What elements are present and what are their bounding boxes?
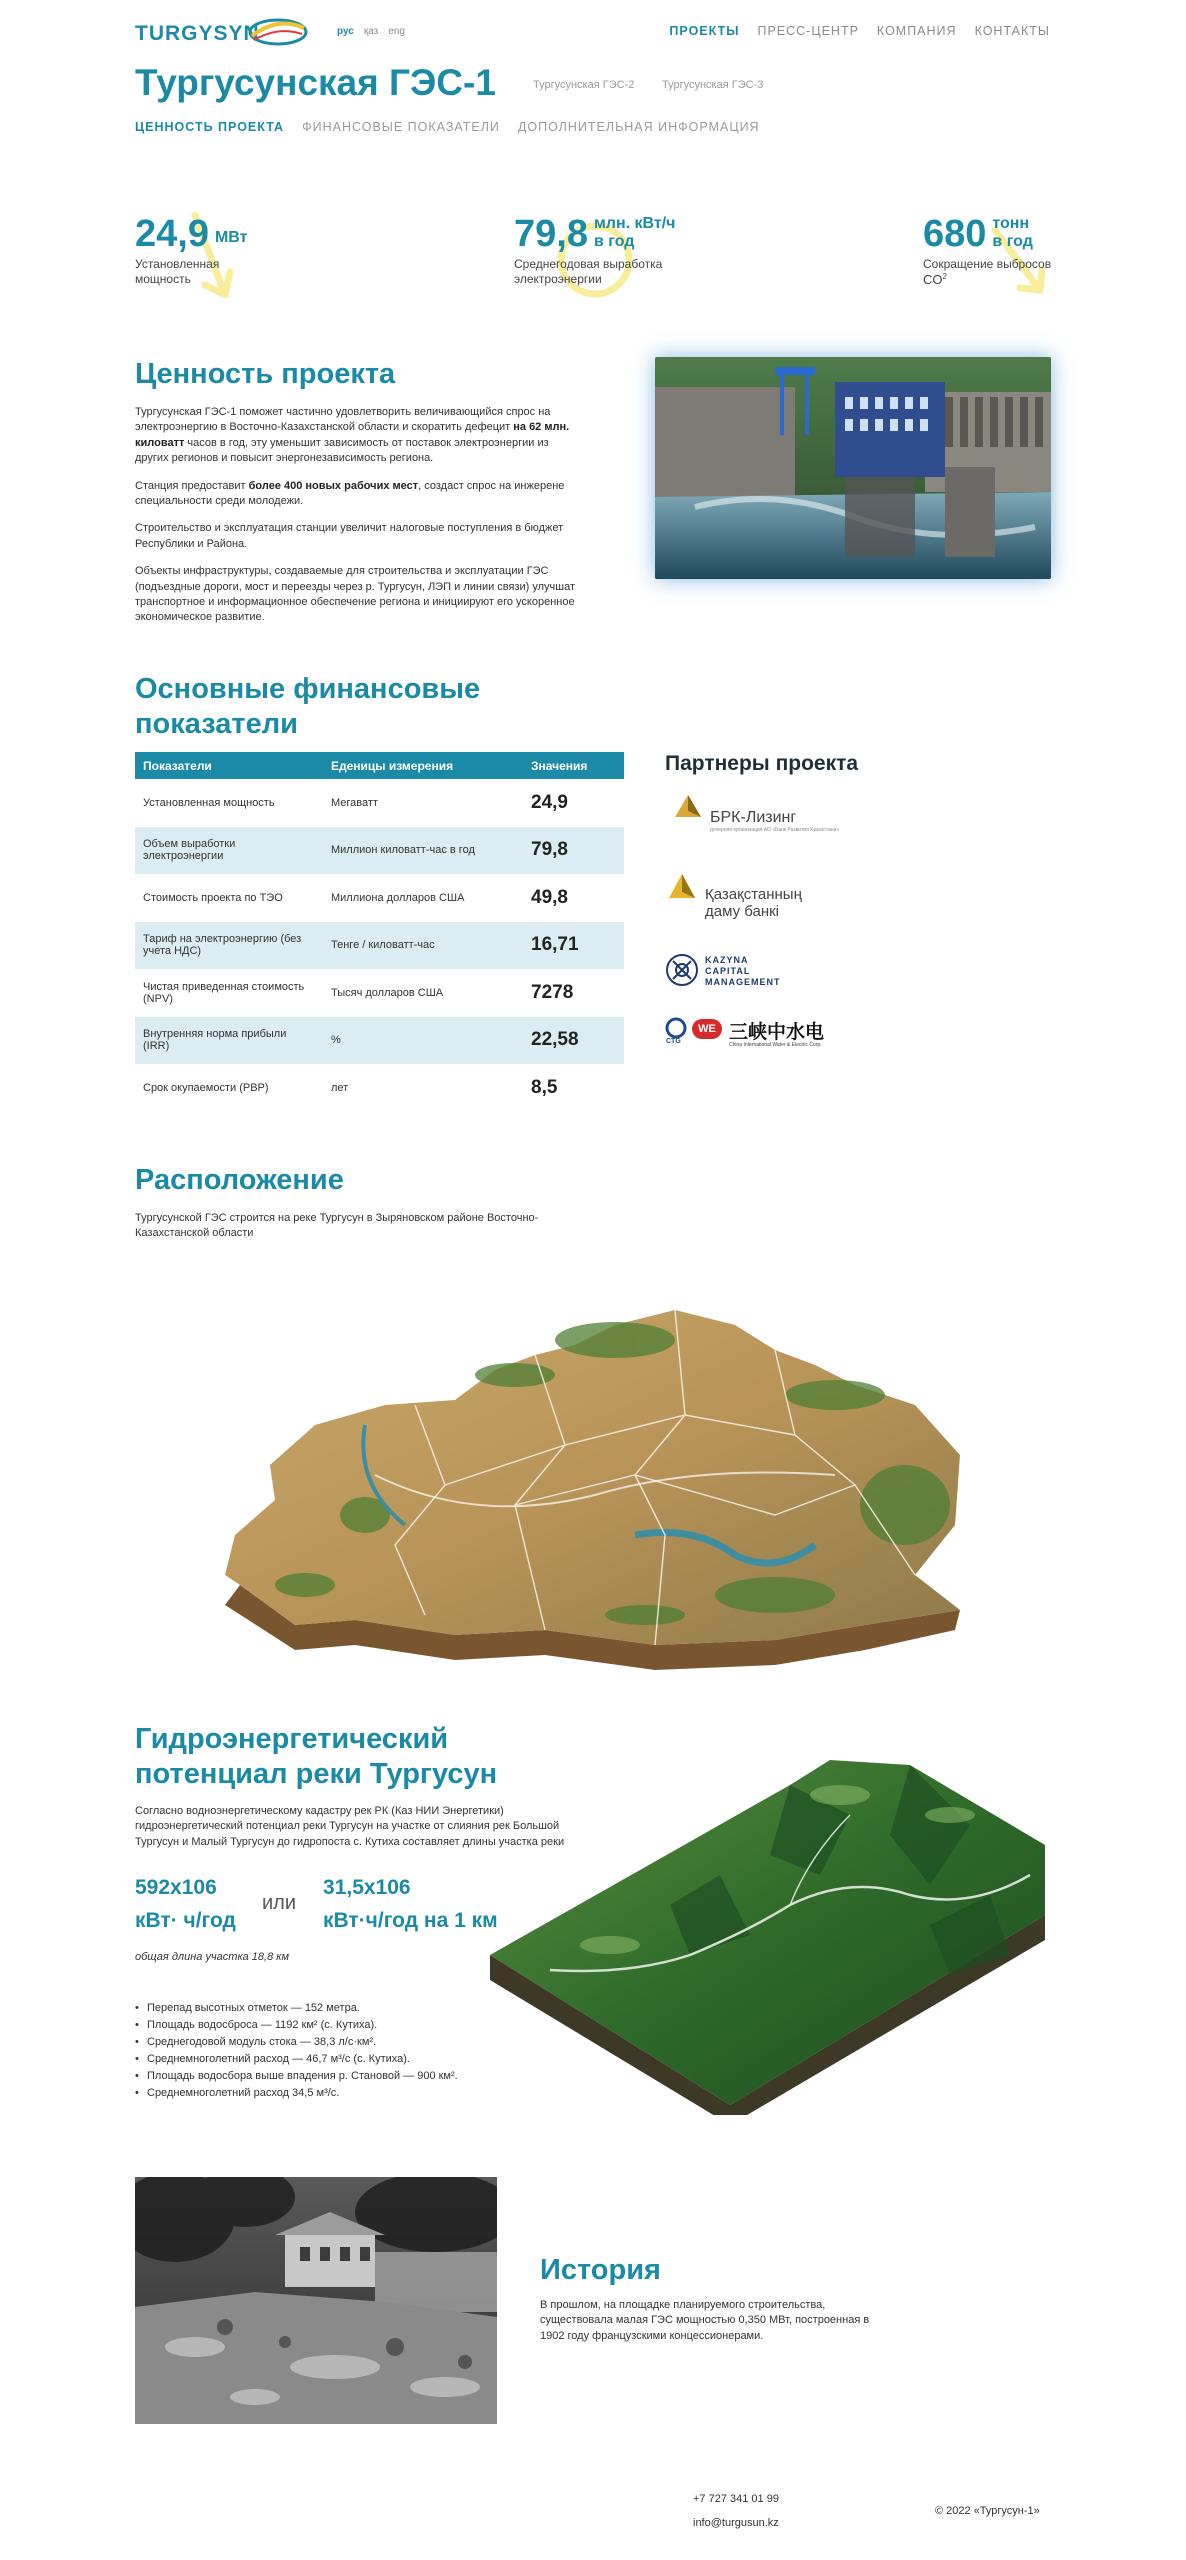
ctg-emblem-icon — [665, 1017, 687, 1039]
cell-value: 8,5 — [531, 1076, 558, 1098]
hydro-text: Согласно водноэнергетическому кадастру рек РК (Каз НИИ Энергетики) гидроэнергетический потенциал реки Тургусун на участке от слияния рек Большой Тургусун и Малый Тургусун до гидропоста с. Кутиха составляет длины участка реки — [135, 1805, 565, 1848]
cell-unit: лет — [331, 1081, 349, 1094]
stat-label: электроэнергии — [514, 272, 602, 286]
section-nav — [135, 120, 760, 134]
cell-value: 7278 — [531, 981, 574, 1003]
finance-title — [135, 672, 480, 742]
nav-press-center[interactable]: ПРЕСС-ЦЕНТР — [757, 24, 859, 38]
partner-name-line: Қазақстанның — [705, 886, 802, 903]
stat-generation — [514, 215, 675, 287]
cell-indicator: Стоимость проекта по ТЭО — [143, 891, 283, 904]
stat-label: CO — [923, 272, 943, 287]
location-title: Расположение — [135, 1164, 344, 1196]
cell-unit: Тысяч долларов США — [331, 986, 444, 999]
potential-value: 31,5x106 — [323, 1876, 411, 1899]
text: часов в год, эту уменьшит зависимость от поставок электроэнергии из других регионов и повысит энергонезависимость региона. — [135, 436, 549, 465]
we-badge: WE — [692, 1019, 722, 1039]
logo-emblem-icon — [240, 14, 310, 50]
value-title: Ценность проекта — [135, 358, 396, 390]
subnav-additional[interactable]: ДОПОЛНИТЕЛЬНАЯ ИНФОРМАЦИЯ — [517, 120, 760, 134]
stat-value: 24,9 — [135, 213, 209, 255]
subnav-value[interactable]: ЦЕННОСТЬ ПРОЕКТА — [135, 120, 285, 134]
cell-value: 49,8 — [531, 886, 568, 908]
cell-value: 22,58 — [523, 1017, 624, 1065]
nav-company[interactable]: КОМПАНИЯ — [876, 24, 957, 38]
text-bold: более 400 новых рабочих мест — [248, 479, 419, 492]
cell-value: 79,8 — [523, 827, 624, 875]
table-header-row — [135, 752, 624, 779]
list-item: • Среднемноголетний расход — 46,7 м³/с (с. Кутиха). — [135, 2051, 458, 2068]
kazakhstan-3d-map-image — [215, 1285, 975, 1675]
cell-unit: Тенге / киловатт-час — [323, 922, 523, 970]
potential-value: 592x106 — [135, 1876, 217, 1899]
partner-name — [705, 955, 781, 987]
partner-name: 三峡中水电 — [729, 1022, 825, 1043]
cell-indicator: Внутренняя норма прибыли (IRR) — [135, 1017, 323, 1065]
text: Тургусунская ГЭС-1 поможет частично удовлетворить величивающийся спрос на электроэнергию в Восточно-Казахстанской области и скоратить дефецит — [135, 406, 551, 434]
table-row — [135, 779, 624, 827]
value-paragraph — [135, 479, 585, 510]
list-item: • Перепад высотных отметок — 152 метра. — [135, 2000, 458, 2017]
stat-value: 79,8 — [514, 213, 588, 255]
length-note: общая длина участка 18,8 км — [135, 1951, 290, 1963]
footer-phone[interactable]: +7 727 341 01 99 — [693, 2493, 779, 2505]
location-text: Тургусунской ГЭС строится на реке Тургусун в Зыряновском районе Восточно-Казахстанской области — [135, 1212, 539, 1240]
table-row — [135, 1064, 624, 1112]
language-switcher — [337, 26, 405, 37]
title-line: показатели — [135, 707, 298, 740]
hydro-title — [135, 1722, 497, 1792]
partner-subtitle: дочерняя организация АО «Банк Развития Казахстана» — [710, 827, 840, 833]
cell-unit: Миллиона долларов США — [331, 891, 465, 904]
cell-value: 16,71 — [523, 922, 624, 970]
stat-unit: тонн — [992, 215, 1030, 232]
lang-kaz[interactable]: қаз — [363, 26, 379, 37]
history-title: История — [540, 2254, 661, 2286]
table-row — [135, 827, 624, 875]
ctg-label: CTG — [666, 1038, 681, 1045]
column-header: Показатели — [135, 752, 323, 779]
nav-projects[interactable]: ПРОЕКТЫ — [669, 24, 740, 38]
stat-capacity — [135, 215, 247, 287]
value-paragraph — [135, 405, 585, 467]
text: , создаст спрос на инжерене специальности среди молодежи. — [135, 479, 565, 507]
logo[interactable] — [135, 14, 310, 50]
table-row — [135, 922, 624, 970]
cell-indicator: Установленная мощность — [143, 796, 275, 809]
stat-label: Среднегодовая выработка — [514, 257, 663, 271]
nav-contacts[interactable]: КОНТАКТЫ — [974, 24, 1050, 38]
history-text: В прошлом, на площадке планируемого строительства, существовала малая ГЭС мощностью 0,350 МВт, построенная в 1902 году французскими концессионерами. — [540, 2299, 870, 2342]
value-paragraph: Объекты инфраструктуры, создаваемые для строительства и эксплуатации ГЭС (подъездные дороги, мост и переезды через р. Тургусун, ЛЭП и линии связи) улучшат транспортное и информационное обеспечение региона и инициируют его ускоренное экономическое развитие. — [135, 565, 576, 624]
logo-text: TURGYSYN — [135, 22, 260, 45]
cell-indicator: Срок окупаемости (PBP) — [143, 1081, 269, 1094]
column-header: Еденицы измерения — [323, 752, 523, 779]
potential-unit: кВт· ч/год — [135, 1908, 236, 1932]
link-ges-2[interactable]: Тургусунская ГЭС-2 — [533, 79, 635, 91]
partner-name: БРК-Лизинг — [710, 809, 797, 826]
partner-subtitle: China International Water & Electric Corp. — [729, 1042, 822, 1048]
table-row — [135, 969, 624, 1017]
value-paragraph: Строительство и эксплуатация станции увеличит налоговые поступления в бюджет Республики и Района. — [135, 522, 564, 550]
brk-triangle-icon — [673, 793, 703, 821]
cell-indicator: Чистая приведенная стоимость (NPV) — [143, 980, 305, 1005]
stat-label: мощность — [135, 272, 191, 286]
stat-unit: в год — [992, 233, 1033, 251]
partner-name-line: CAPITAL — [705, 965, 751, 976]
list-item: • Площадь водосбора выше впадения р. Становой — 900 км². — [135, 2068, 458, 2085]
partner-name — [705, 886, 802, 921]
table-row — [135, 874, 624, 922]
stat-emissions — [923, 215, 1051, 288]
cell-unit: % — [323, 1017, 523, 1065]
stat-unit: в год — [593, 233, 635, 251]
column-header: Значения — [523, 752, 624, 779]
title-line: Гидроэнергетический — [135, 1723, 449, 1755]
hydro-facts-list — [135, 2000, 458, 2102]
historic-hydro-station-photo — [135, 2177, 497, 2424]
cell-unit: Мегаватт — [331, 796, 378, 809]
river-terrain-3d-image — [490, 1755, 1045, 2115]
title-line: потенциал реки Тургусун — [135, 1757, 498, 1790]
text: Станция предоставит — [135, 479, 246, 492]
dam-render-image — [655, 357, 1051, 579]
list-item: • Среднемноголетний расход 34,5 м³/с. — [135, 2085, 458, 2102]
lang-rus[interactable]: рус — [337, 26, 354, 37]
cell-indicator: Объем выработки электроэнергии — [135, 827, 323, 875]
subnav-finance[interactable]: ФИНАНСОВЫЕ ПОКАЗАТЕЛИ — [302, 120, 500, 134]
hydro-potential-2 — [323, 1872, 498, 1937]
list-item: • Среднегодовой модуль стока — 38,3 л/с·км². — [135, 2034, 458, 2051]
stat-label: Установленная — [135, 257, 220, 271]
partners-title: Партнеры проекта — [665, 752, 859, 775]
list-item: • Площадь водосброса — 1192 км² (с. Кутиха). — [135, 2017, 458, 2034]
title-line: Основные финансовые — [135, 673, 481, 705]
text-bold: на 62 млн. киловатт — [135, 421, 570, 449]
stat-unit: млн. кВт/ч — [593, 215, 676, 232]
stat-label-sup: 2 — [942, 272, 947, 281]
potential-unit: кВт·ч/год на 1 км — [323, 1908, 498, 1932]
cell-value: 24,9 — [531, 791, 568, 813]
cell-indicator: Тариф на электроэнергию (без учета НДС) — [135, 922, 323, 970]
partner-name-line: KAZYNA — [705, 955, 749, 965]
cell-unit: Миллион киловатт-час в год — [323, 827, 523, 875]
partner-name-line: даму банкі — [705, 903, 780, 921]
or-label: или — [262, 1892, 297, 1914]
stat-label: Сокращение выбросов — [923, 257, 1052, 271]
link-ges-3[interactable]: Тургусунская ГЭС-3 — [662, 79, 764, 91]
table-row — [135, 1017, 624, 1065]
kdb-triangle-icon — [667, 872, 697, 904]
lang-eng[interactable]: eng — [388, 26, 405, 37]
hydro-potential-1 — [135, 1872, 236, 1937]
stat-value: 680 — [923, 213, 987, 255]
page-title: Тургусунская ГЭС-1 — [135, 62, 496, 103]
footer-copyright: © 2022 «Тургусун-1» — [935, 2505, 1040, 2517]
finance-table — [135, 752, 624, 1112]
kazyna-emblem-icon — [665, 953, 699, 987]
top-nav — [669, 24, 1050, 38]
value-text — [135, 405, 585, 626]
partner-name-line: MANAGEMENT — [705, 976, 781, 987]
footer-email[interactable]: info@turgusun.kz — [693, 2517, 779, 2529]
stat-unit: МВт — [214, 229, 248, 246]
